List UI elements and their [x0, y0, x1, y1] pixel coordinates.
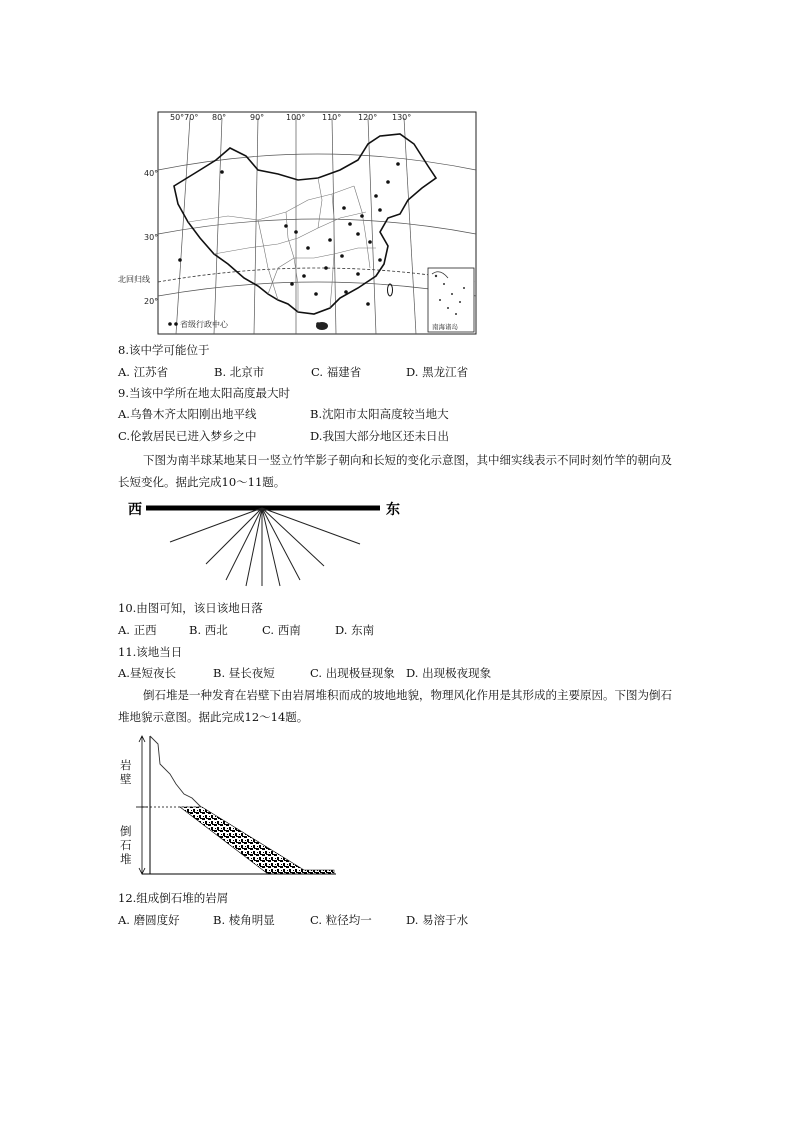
legend-text: 省级行政中心: [180, 320, 228, 329]
q9-option-c[interactable]: C.伦敦居民已进入梦乡之中: [118, 429, 257, 443]
q10-option-a[interactable]: A. 正西: [118, 623, 157, 637]
q11-option-b[interactable]: B. 昼长夜短: [213, 666, 275, 680]
taiwan-island: [388, 284, 393, 296]
q10-option-d[interactable]: D. 东南: [335, 623, 375, 637]
china-map-figure: [118, 108, 478, 338]
q9-option-b[interactable]: B.沈阳市太阳高度较当地大: [310, 407, 449, 421]
q12-option-c[interactable]: C. 粒径均一: [310, 913, 372, 927]
lon-label-90: 90°: [250, 113, 265, 122]
lat-label-30: 30°: [144, 233, 159, 242]
inset-label: 南海诸岛: [432, 323, 458, 331]
talus-figure: [118, 734, 340, 880]
shadow-svg: [118, 496, 408, 592]
lon-label-80: 80°: [212, 113, 227, 122]
talus-svg: [118, 734, 340, 880]
q10-option-c[interactable]: C. 西南: [262, 623, 301, 637]
q8-stem: 8.该中学可能位于: [118, 343, 210, 357]
q10-option-b[interactable]: B. 西北: [189, 623, 228, 637]
q8-option-c[interactable]: C. 福建省: [311, 365, 362, 379]
china-map-svg: [118, 108, 478, 338]
q8-option-a[interactable]: A. 江苏省: [118, 365, 169, 379]
talus-label: 倒石堆: [120, 824, 132, 866]
cliff-profile: [150, 736, 202, 808]
q11-option-d[interactable]: D. 出现极夜现象: [406, 666, 492, 680]
q12-option-b[interactable]: B. 棱角明显: [213, 913, 275, 927]
q8-option-b[interactable]: B. 北京市: [214, 365, 265, 379]
tropic-label: 北回归线: [118, 275, 150, 284]
intro-10-11: 下图为南半球某地某日一竖立竹竿影子朝向和长短的变化示意图，其中细实线表示不同时刻竹竿的朝向及长短变化。据此完成10～11题。: [118, 453, 672, 489]
q9-option-a[interactable]: A.乌鲁木齐太阳刚出地平线: [118, 407, 257, 421]
cliff-label: 岩壁: [120, 758, 132, 786]
q11-option-a[interactable]: A.昼短夜长: [118, 666, 176, 680]
q10-stem: 10.由图可知，该日该地日落: [118, 601, 263, 615]
lon-label-110: 110°: [322, 113, 342, 122]
lon-label-50-70: 50°70°: [170, 113, 199, 122]
shadow-figure: [118, 496, 408, 592]
lon-label-120: 120°: [358, 113, 378, 122]
q12-stem: 12.组成倒石堆的岩屑: [118, 891, 229, 905]
q11-option-c[interactable]: C. 出现极昼现象: [310, 666, 395, 680]
q9-option-d[interactable]: D.我国大部分地区还未日出: [310, 429, 449, 443]
lon-label-100: 100°: [286, 113, 306, 122]
shadow-lines: [170, 508, 360, 586]
q12-option-d[interactable]: D. 易溶于水: [406, 913, 469, 927]
lon-label-130: 130°: [392, 113, 412, 122]
china-outline: [174, 134, 436, 314]
q9-stem: 9.当该中学所在地太阳高度最大时: [118, 386, 290, 400]
q11-stem: 11.该地当日: [118, 645, 183, 659]
hainan-island: [316, 322, 328, 330]
lat-label-20: 20°: [144, 297, 159, 306]
intro-12-14: 倒石堆是一种发育在岩壁下由岩屑堆积而成的坡地地貌，物理风化作用是其形成的主要原因。下图为倒石堆地貌示意图。据此完成12～14题。: [118, 688, 672, 724]
west-label: 西: [128, 502, 142, 518]
q12-option-a[interactable]: A. 磨圆度好: [118, 913, 180, 927]
east-label: 东: [386, 502, 400, 518]
talus-pile: [180, 807, 334, 874]
q8-option-d[interactable]: D. 黑龙江省: [406, 365, 469, 379]
lat-label-40: 40°: [144, 169, 159, 178]
